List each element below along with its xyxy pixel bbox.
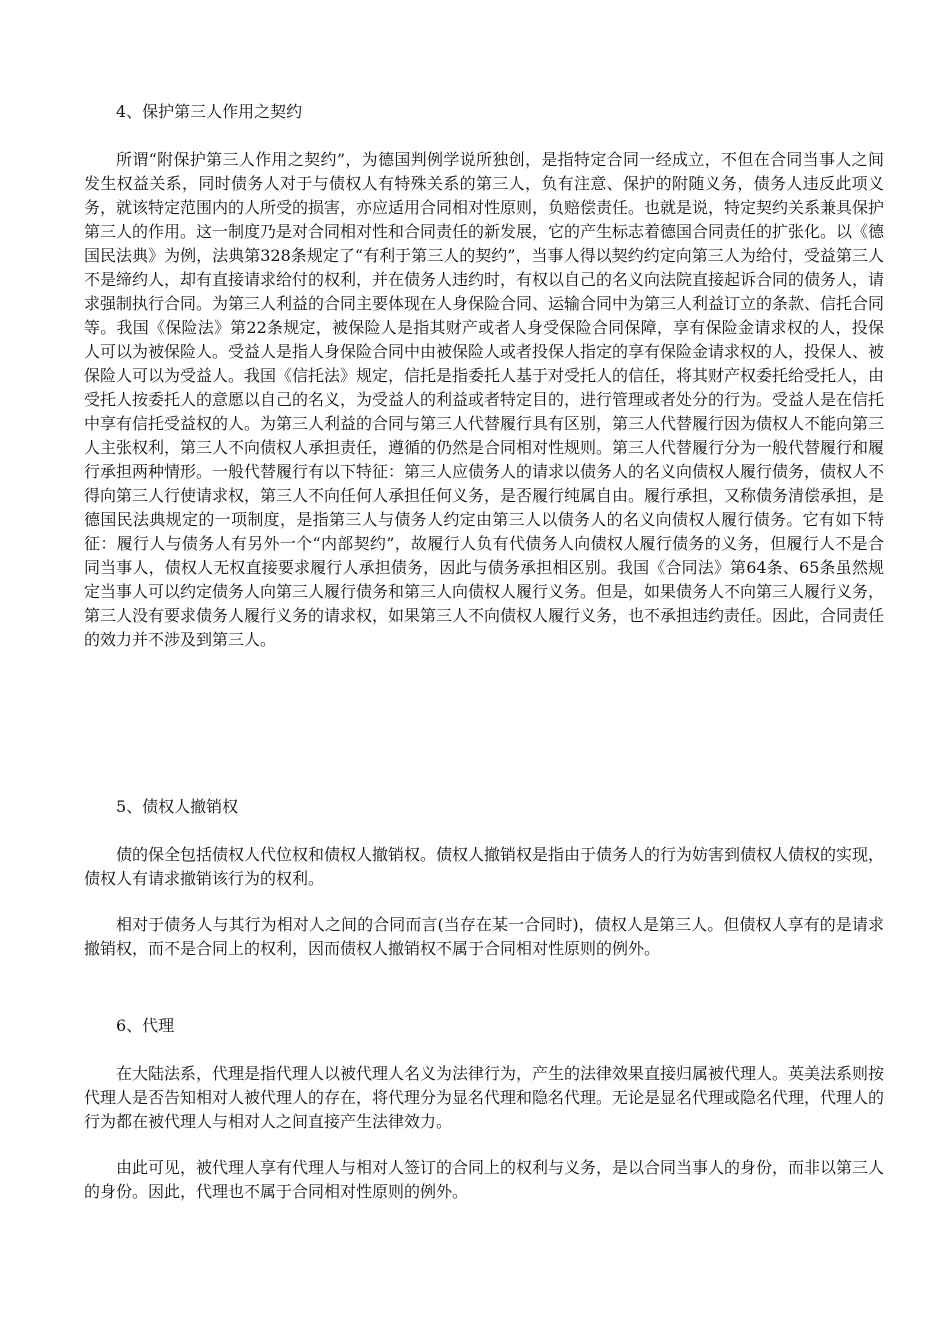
section-heading-6: 6、代理 [116,1016,175,1035]
section-heading-4: 4、保护第三人作用之契约 [116,102,303,121]
paragraph-agency-conclusion: 由此可见，被代理人享有代理人与相对人签订的合同上的权利与义务，是以合同当事人的身份，而非以第三人的身份。因此，代理也不属于合同相对性原则的例外。 [84,1158,885,1201]
paragraph-agency-definition: 在大陆法系，代理是指代理人以被代理人名义为法律行为，产生的法律效果直接归属被代理人。英美法系则按代理人是否告知相对人被代理人的存在，将代理分为显名代理和隐名代理。无论是显名代理或隐名代理，代理人的行为都在被代理人与相对人之间直接产生法律效力。 [84,1064,885,1131]
paragraph-third-party-protection: 所谓“附保护第三人作用之契约”，为德国判例学说所独创，是指特定合同一经成立，不但在合同当事人之间发生权益关系，同时债务人对于与债权人有特殊关系的第三人，负有注意、保护的附随义务，债务人违反此项义务，就该特定范围内的人所受的损害，亦应适用合同相对性原则，负赔偿责任。也就是说，特定契约关系兼具保护第三人的作用。这一制度乃是对合同相对性和合同责任的新发展，它的产生标志着德国合同责任的扩张化。以《德国民法典》为例，法典第328条规定了“有利于第三人的契约”，当事人得以契约约定向第三人为给付，受益第三人不是缔约人，却有直接请求给付的权利，并在债务人违约时，有权以自己的名义向法院直接起诉合同的债务人，请求强制执行合同。为第三人利益的合同主要体现在人身保险合同、运输合同中为第三人利益订立的条款、信托合同等。我国《保险法》第22条规定，被保险人是指其财产或者人身受保险合同保障，享有保险金请求权的人，投保人可以为被保险人。受益人是指人身保险合同中由被保险人或者投保人指定的享有保险金请求权的人，投保人、被保险人可以为受益人。我国《信托法》规定，信托是指委托人基于对受托人的信任，将其财产权委托给受托人，由受托人按委托人的意愿以自己的名义，为受益人的利益或者特定目的，进行管理或者处分的行为。受益人是在信托中享有信托受益权的人。为第三人利益的合同与第三人代替履行具有区别，第三人代替履行因为债权人不能向第三人主张权利，第三人不向债权人承担责任，遵循的仍然是合同相对性规则。第三人代替履行分为一般代替履行和履行承担两种情形。一般代替履行有以下特征：第三人应债务人的请求以债务人的名义向债权人履行债务，债权人不得向第三人行使请求权，第三人不向任何人承担任何义务，是否履行纯属自由。履行承担，又称债务清偿承担，是德国民法典规定的一项制度，是指第三人与债务人约定由第三人以债务人的名义向债权人履行债务。它有如下特征：履行人与债务人有另外一个“内部契约”，故履行人负有代债务人向债权人履行债务的义务，但履行人不是合同当事人，债权人无权直接要求履行人承担债务，因此与债务承担相区别。我国《合同法》第64条、65条虽然规定当事人可以约定债务人向第三人履行债务和第三人向债权人履行义务。但是，如果债务人不向第三人履行义务，第三人没有要求债务人履行义务的请求权，如果第三人不向债权人履行义务，也不承担违约责任。因此，合同责任的效力并不涉及到第三人。 [84,150,885,649]
paragraph-revocation-right-definition: 债的保全包括债权人代位权和债权人撤销权。债权人撤销权是指由于债务人的行为妨害到债权人债权的实现，债权人有请求撤销该行为的权利。 [84,845,885,888]
section-heading-5: 5、债权人撤销权 [116,797,239,816]
paragraph-revocation-right-exception: 相对于债务人与其行为相对人之间的合同而言(当存在某一合同时)，债权人是第三人。但债权人享有的是请求撤销权，而不是合同上的权利，因而债权人撤销权不属于合同相对性原则的例外。 [84,915,884,958]
